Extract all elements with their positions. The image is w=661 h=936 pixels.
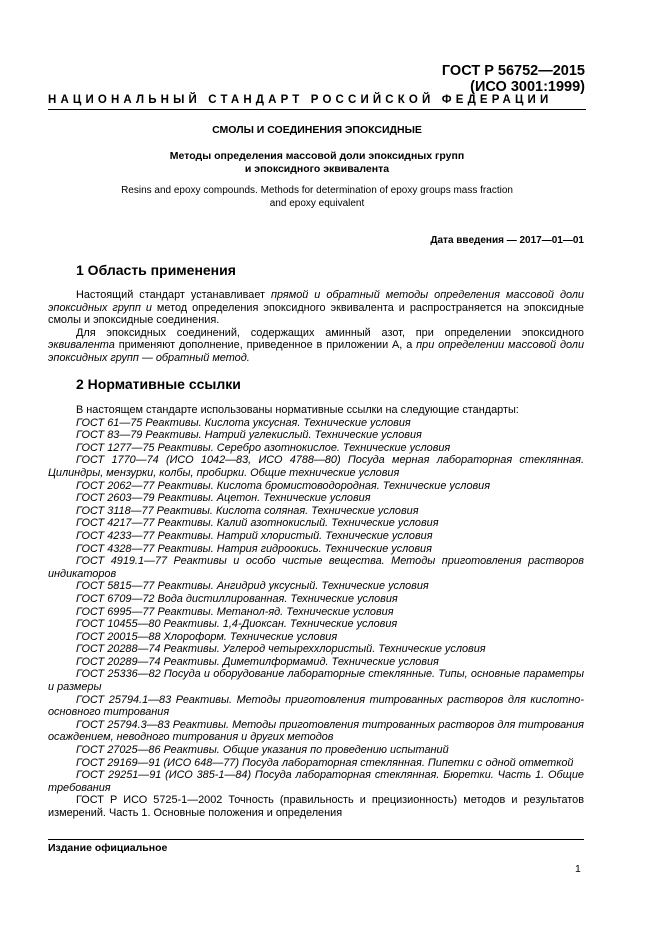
reference-item: ГОСТ 61—75 Реактивы. Кислота уксусная. Технические условия [76,416,411,429]
reference-item: ГОСТ 1770—74 (ИСО 1042—83, ИСО 4788—80) Посуда мерная лабораторная стеклянная. Цилиндры, мензурки, колбы, пробирки. Общие технические условия [48,454,584,479]
reference-item: ГОСТ 4919.1—77 Реактивы и особо чистые вещества. Методы приготовления растворов индикаторов [48,555,584,580]
reference-item: ГОСТ 4328—77 Реактивы. Натрия гидроокись. Технические условия [76,542,432,555]
section-heading-scope: 1 Область применения [76,262,236,278]
reference-item: ГОСТ 1277—75 Реактивы. Серебро азотнокислое. Технические условия [76,441,451,454]
standard-number: ГОСТ Р 56752—2015 [441,63,585,79]
reference-item: ГОСТ 27025—86 Реактивы. Общие указания по проведению испытаний [76,744,449,757]
references-list [48,404,584,820]
reference-item: ГОСТ 2603—79 Реактивы. Ацетон. Технические условия [76,492,371,505]
official-edition-label: Издание официальное [48,842,168,854]
reference-item: ГОСТ 29251—91 (ИСО 385-1—84) Посуда лабораторная стеклянная. Бюретки. Часть 1. Общие требования [48,769,584,794]
reference-item: ГОСТ 20288—74 Реактивы. Углерод четыреххлористый. Технические условия [76,643,486,656]
reference-item: ГОСТ 4217—77 Реактивы. Калий азотнокислый. Технические условия [76,517,439,530]
document-title: СМОЛЫ И СОЕДИНЕНИЯ ЭПОКСИДНЫЕ [212,124,422,136]
iso-equivalent: (ИСО 3001:1999) [470,79,585,95]
reference-item: ГОСТ 83—79 Реактивы. Натрий углекислый. Технические условия [76,429,422,442]
section-heading-references: 2 Нормативные ссылки [76,376,241,392]
references-lead: В настоящем стандарте использованы нормативные ссылки на следующие стандарты: [76,404,519,416]
reference-item: ГОСТ 25794.1—83 Реактивы. Методы приготовления титрованных растворов для кислотно-основного титрования [48,693,584,719]
subtitle-line-1: Методы определения массовой доли эпоксидных групп [169,150,465,162]
footer-rule [48,839,584,840]
reference-item: ГОСТ 10455—80 Реактивы. 1,4-Диоксан. Технические условия [76,618,398,631]
english-title [48,184,586,210]
reference-item: ГОСТ 4233—77 Реактивы. Натрий хлористый. Технические условия [76,529,433,542]
reference-item: ГОСТ 29169—91 (ИСО 648—77) Посуда лабораторная стеклянная. Пипетки с одной отметкой [76,756,574,769]
scope-paragraph-2: Для эпоксидных соединений, содержащих аминный азот, при определении эпоксидного эквивалента применяют дополнение, приведенное в приложении А, а при определении массовой доли эпоксидных групп — обратный метод. [48,326,584,364]
english-title-line-1: Resins and epoxy compounds. Methods for determination of epoxy groups mass fraction [121,185,513,196]
introduction-date: Дата введения — 2017—01—01 [430,235,584,246]
document-subtitle [48,150,586,176]
scope-text [48,289,584,365]
national-standard-title: НАЦИОНАЛЬНЫЙ СТАНДАРТ РОССИЙСКОЙ ФЕДЕРАЦИИ [48,94,553,106]
reference-item: ГОСТ 25794.3—83 Реактивы. Методы приготовления титрованных растворов для титрования осаждением, неводного титрования и других методов [48,718,584,744]
reference-item: ГОСТ 5815—77 Реактивы. Ангидрид уксусный. Технические условия [76,580,429,593]
subtitle-line-2: и эпоксидного эквивалента [244,163,390,175]
reference-item: ГОСТ 25336—82 Посуда и оборудование лабораторные стеклянные. Типы, основные параметры и размеры [48,668,584,694]
header-rule [48,109,586,110]
reference-item: ГОСТ 2062—77 Реактивы. Кислота бромистоводородная. Технические условия [76,479,491,492]
scope-paragraph-1: Настоящий стандарт устанавливает прямой и обратный методы определения массовой доли эпоксидных групп и метод определения эпоксидного эквивалента и распространяется на эпоксидные смолы и эпоксидные соединения. [48,289,584,327]
reference-item: ГОСТ 6709—72 Вода дистиллированная. Технические условия [76,592,398,605]
page-number: 1 [575,863,581,875]
reference-item: ГОСТ 3118—77 Реактивы. Кислота соляная. Технические условия [76,504,419,517]
reference-item: ГОСТ 6995—77 Реактивы. Метанол-яд. Технические условия [76,605,394,618]
english-title-line-2: and epoxy equivalent [269,198,365,209]
reference-item: ГОСТ 20289—74 Реактивы. Диметилформамид. Технические условия [76,655,439,668]
reference-item: ГОСТ 20015—88 Хлороформ. Технические условия [76,630,338,643]
reference-item-last: ГОСТ Р ИСО 5725-1—2002 Точность (правильность и прецизионность) методов и результатов измерений. Часть 1. Основные положения и определения [48,794,584,819]
